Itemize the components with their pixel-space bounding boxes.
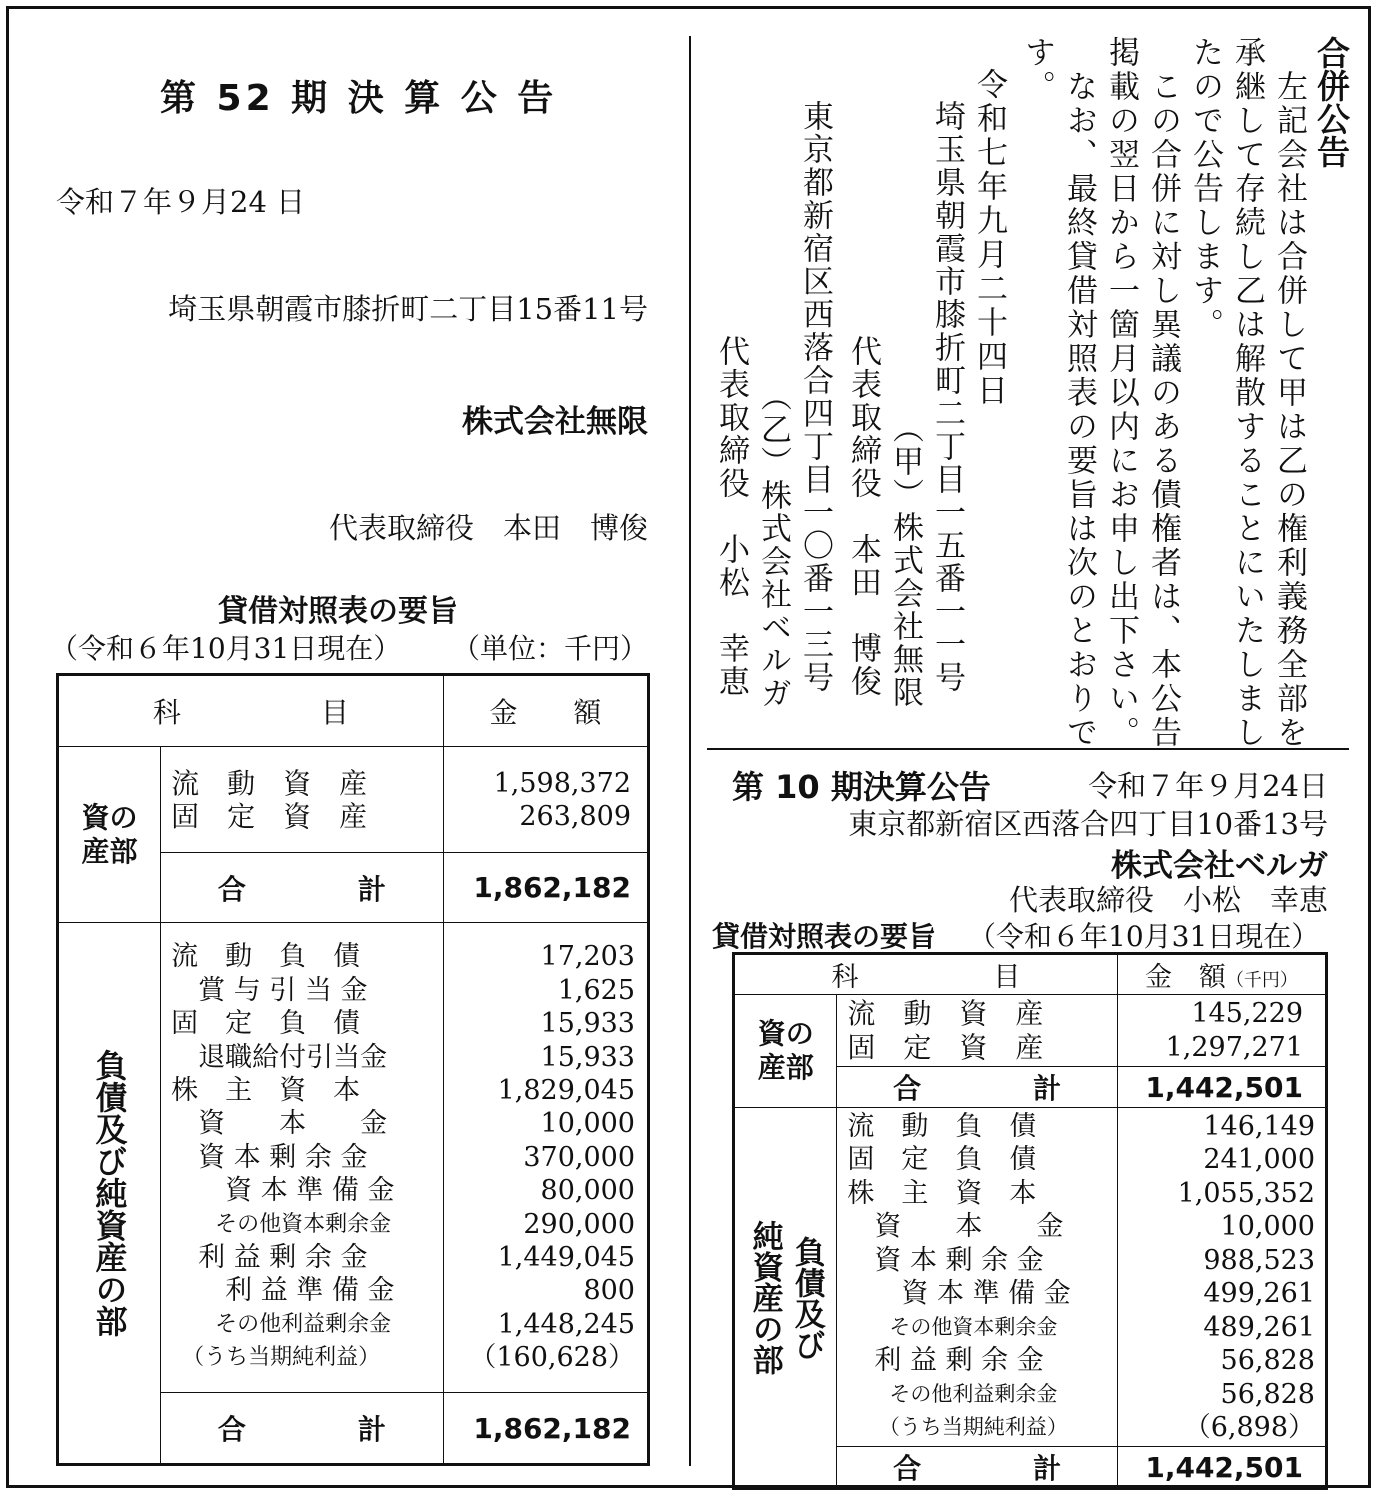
- right-balance-sheet: [732, 952, 1328, 1490]
- merger-body-line: 承継して存続し乙は解散することにいたしまし: [1229, 36, 1265, 750]
- left-liab-item: 資 本 剰 余 金: [171, 1141, 368, 1173]
- left-liab-item: （うち当期純利益）: [171, 1345, 381, 1371]
- left-liab-item: 退職給付引当金: [171, 1041, 388, 1073]
- left-liab-value: 10,000: [540, 1108, 635, 1140]
- left-liab-value: 17,203: [540, 941, 635, 973]
- right-liab-value: 56,828: [1220, 1345, 1315, 1376]
- left-liab-value: 1,448,245: [497, 1308, 635, 1340]
- left-liab-value: 1,449,045: [497, 1242, 635, 1274]
- right-bs-title: 貸借対照表の要旨: [712, 920, 937, 953]
- right-assets-section: 資の 産部: [734, 995, 837, 1108]
- left-bs-asof: （令和６年10月31日現在）: [50, 632, 402, 665]
- right-liab-value: 988,523: [1203, 1244, 1315, 1276]
- left-liab-value: 290,000: [523, 1208, 635, 1240]
- left-representative: 代表取締役 本田 博俊: [328, 511, 648, 545]
- right-liab-item: 流 動 負 債: [847, 1110, 1037, 1142]
- left-liab-item: その他利益剰余金: [171, 1311, 392, 1337]
- left-date: 令和７年９月24 日: [56, 185, 306, 219]
- right-liab-value: 56,828: [1220, 1378, 1315, 1410]
- right-liab-value: 10,000: [1220, 1211, 1315, 1242]
- right-title: 第 10 期決算公告: [732, 768, 991, 806]
- merger-kou-company: （甲）株式会社無限: [887, 412, 923, 709]
- right-liab-item: その他利益剰余金: [847, 1381, 1058, 1406]
- left-liab-value: 1,829,045: [497, 1074, 635, 1106]
- right-liab-value: 499,261: [1203, 1278, 1315, 1309]
- left-liab-item: 資 本 準 備 金: [171, 1175, 395, 1207]
- left-liab-value: 800: [583, 1275, 635, 1307]
- left-liab-item: 利 益 準 備 金: [171, 1275, 395, 1307]
- merger-title: 合併公告: [1312, 36, 1351, 168]
- right-assets-total-label: 合 計: [837, 1067, 1117, 1108]
- right-liab-value: 146,149: [1203, 1110, 1315, 1142]
- left-liab-item: 資 本 金: [171, 1108, 388, 1140]
- left-bs-unit: （単位：千円）: [451, 632, 648, 665]
- right-asset-value: 145,229: [1191, 997, 1303, 1029]
- merger-kou-address: 埼玉県朝霞市膝折町二丁目一五番一一号: [929, 100, 965, 694]
- left-liab-total-label: 合 計: [161, 1393, 444, 1465]
- right-liab-item: 資 本 金: [847, 1211, 1064, 1242]
- right-head-unit: （千円）: [1225, 970, 1298, 991]
- right-liab-item: 固 定 負 債: [847, 1144, 1037, 1175]
- right-head-item: 科 目: [734, 954, 1118, 995]
- merger-body-line: す。: [1019, 36, 1055, 104]
- right-liab-total: 1,442,501: [1117, 1447, 1326, 1489]
- left-liab-value: 80,000: [540, 1175, 635, 1207]
- right-liab-total-label: 合 計: [837, 1447, 1117, 1489]
- left-liab-value: 370,000: [523, 1141, 635, 1173]
- right-liab-section: 負債及び 純資産の部: [734, 1108, 837, 1489]
- left-head-item: 科 目: [58, 675, 444, 747]
- left-asset-value: 263,809: [519, 800, 631, 832]
- right-liab-value: 241,000: [1203, 1144, 1315, 1175]
- left-title: 第 52 期 決 算 公 告: [160, 78, 558, 119]
- left-liab-item: 賞 与 引 当 金: [171, 974, 368, 1006]
- left-assets-section: 資の 産部: [58, 747, 161, 923]
- right-asset-value: 1,297,271: [1165, 1031, 1303, 1063]
- right-bs-asof: （令和６年10月31日現在）: [968, 920, 1320, 953]
- right-liab-item: 株 主 資 本: [847, 1177, 1037, 1209]
- left-liab-value: 1,625: [557, 974, 635, 1006]
- merger-otsu-company: （乙）株式会社ベルガ: [755, 380, 791, 710]
- right-liab-value: （6,898）: [1183, 1412, 1315, 1443]
- left-head-amount: 金 額: [443, 675, 648, 747]
- left-assets-total-label: 合 計: [161, 853, 444, 923]
- left-balance-sheet: [56, 673, 650, 1466]
- right-company: 株式会社ベルガ: [1111, 848, 1328, 884]
- left-liab-total: 1,862,182: [443, 1393, 648, 1465]
- left-liab-item: 固 定 負 債: [171, 1008, 361, 1040]
- merger-otsu-address: 東京都新宿区西落合四丁目一〇番一三号: [797, 100, 833, 694]
- left-liab-item: 利 益 剰 余 金: [171, 1242, 368, 1274]
- right-assets-total: 1,442,501: [1117, 1067, 1326, 1108]
- left-liab-value: 15,933: [540, 1041, 635, 1073]
- right-liab-item: 資 本 準 備 金: [847, 1278, 1071, 1309]
- right-liab-item: 利 益 剰 余 金: [847, 1345, 1044, 1376]
- left-liab-item: その他資本剰余金: [171, 1211, 392, 1237]
- right-head-amount: 金 額: [1144, 962, 1226, 993]
- right-liab-item: その他資本剰余金: [847, 1314, 1058, 1339]
- left-assets-total: 1,862,182: [443, 853, 648, 923]
- left-liab-value: 15,933: [540, 1008, 635, 1040]
- left-liab-value: （160,628）: [469, 1342, 635, 1374]
- merger-body-line: 掲載の翌日から一箇月以内にお申し出下さい。: [1103, 36, 1139, 750]
- merger-kou-rep: 代表取締役 本田 博俊: [845, 335, 881, 698]
- merger-body-line: この合併に対し異議のある債権者は、本公告: [1145, 36, 1181, 750]
- merger-date: 令和七年九月二十四日: [971, 68, 1007, 408]
- column-divider: [689, 36, 691, 1466]
- merger-body-line: なお、最終貸借対照表の要旨は次のとおりで: [1061, 36, 1097, 750]
- right-asset-item: 固 定 資 産: [847, 1030, 1044, 1064]
- right-liab-item: 資 本 剰 余 金: [847, 1244, 1044, 1276]
- right-liab-value: 1,055,352: [1177, 1177, 1315, 1209]
- left-asset-item: 固 定 資 産: [171, 799, 368, 833]
- right-date: 令和７年９月24日: [1088, 769, 1328, 803]
- right-head-amount-cell: [1117, 954, 1326, 995]
- right-address: 東京都新宿区西落合四丁目10番13号: [848, 807, 1328, 841]
- left-address: 埼玉県朝霞市膝折町二丁目15番11号: [168, 292, 648, 326]
- merger-body-line: 左記会社は合併して甲は乙の権利義務全部を: [1271, 36, 1307, 750]
- left-asset-value: 1,598,372: [493, 767, 631, 799]
- right-representative: 代表取締役 小松 幸恵: [1008, 883, 1328, 917]
- right-asset-item: 流 動 資 産: [847, 996, 1044, 1030]
- left-liab-item: 流 動 負 債: [171, 941, 361, 973]
- merger-body-line: たので公告します。: [1187, 36, 1223, 342]
- left-company: 株式会社無限: [462, 404, 648, 440]
- left-liab-section: 負債及び純資産の部: [58, 923, 161, 1465]
- right-liab-item: （うち当期純利益）: [847, 1415, 1068, 1439]
- right-liab-value: 489,261: [1203, 1311, 1315, 1343]
- left-asset-item: 流 動 資 産: [171, 766, 368, 800]
- merger-otsu-rep: 代表取締役 小松 幸恵: [713, 335, 749, 698]
- left-bs-title: 貸借対照表の要旨: [218, 594, 458, 629]
- left-liab-item: 株 主 資 本: [171, 1074, 361, 1106]
